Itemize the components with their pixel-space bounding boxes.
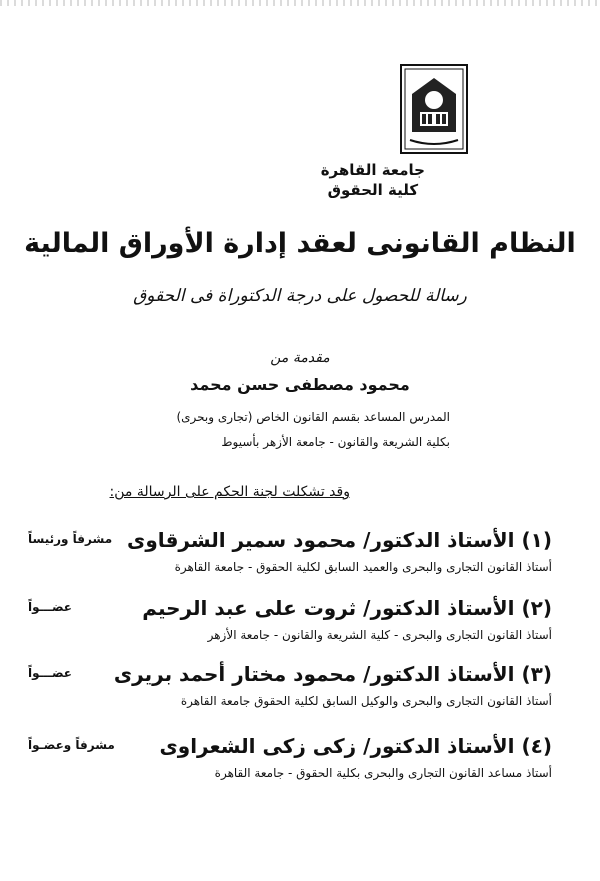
committee-member bbox=[28, 596, 552, 652]
committee-member bbox=[28, 528, 552, 584]
member-description: أستاذ القانون التجارى والبحرى - كلية الشريعة والقانون - جامعة الأزهر bbox=[207, 628, 552, 642]
committee-member bbox=[28, 662, 552, 718]
member-description: أستاذ القانون التجارى والبحرى والعميد السابق لكلية الحقوق - جامعة القاهرة bbox=[174, 560, 552, 574]
author-name: محمود مصطفى حسن محمد bbox=[190, 375, 410, 394]
thesis-subtitle: رسالة للحصول على درجة الدكتوراة فى الحقوق bbox=[133, 286, 467, 306]
member-description: أستاذ مساعد القانون التجارى والبحرى بكلية الحقوق - جامعة القاهرة bbox=[214, 766, 552, 780]
member-role: عضـــواً bbox=[28, 600, 72, 614]
member-name: (١) الأستاذ الدكتور/ محمود سمير الشرقاوى bbox=[127, 528, 552, 552]
committee-heading: وقد تشكلت لجنة الحكم على الرسالة من: bbox=[109, 484, 350, 500]
member-role: مشرفاً ورئيساً bbox=[28, 532, 113, 546]
member-name: (٢) الأستاذ الدكتور/ ثروت على عبد الرحيم bbox=[142, 596, 552, 620]
author-position: المدرس المساعد بقسم القانون الخاص (تجارى وبحرى) bbox=[176, 410, 450, 424]
thesis-title: النظام القانونى لعقد إدارة الأوراق المالية bbox=[24, 228, 576, 259]
university-name: جامعة القاهرة bbox=[320, 161, 425, 179]
author-affiliation: بكلية الشريعة والقانون - جامعة الأزهر بأسيوط bbox=[221, 435, 450, 449]
cairo-university-logo bbox=[398, 62, 470, 156]
member-name: (٣) الأستاذ الدكتور/ محمود مختار أحمد بريرى bbox=[113, 662, 552, 686]
faculty-name: كلية الحقوق bbox=[327, 181, 419, 199]
member-name: (٤) الأستاذ الدكتور/ زكى زكى الشعراوى bbox=[159, 734, 552, 758]
member-role: عضـــواً bbox=[28, 666, 72, 680]
committee-member bbox=[28, 734, 552, 790]
member-role: مشرفاً وعضـواً bbox=[28, 738, 115, 752]
presented-by-label: مقدمة من bbox=[270, 350, 330, 366]
university-block bbox=[321, 160, 425, 200]
member-description: أستاذ القانون التجارى والبحرى والوكيل السابق لكلية الحقوق جامعة القاهرة bbox=[180, 694, 552, 708]
